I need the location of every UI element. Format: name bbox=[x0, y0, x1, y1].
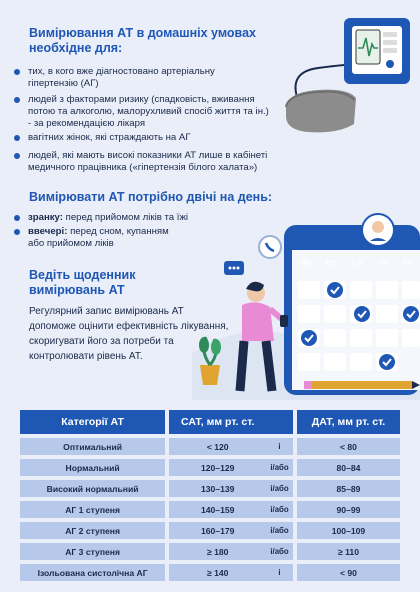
bullet-icon bbox=[14, 215, 20, 221]
cell-dat: 90–99 bbox=[297, 501, 400, 518]
list-item bbox=[28, 226, 178, 250]
bullet-icon bbox=[14, 69, 20, 75]
table-header-dat: ДАТ, мм рт. ст. bbox=[297, 410, 400, 434]
calendar-day-labels bbox=[298, 258, 420, 272]
bullet-icon bbox=[14, 229, 20, 235]
cell-sat: ≥ 180 bbox=[169, 543, 266, 560]
cell-category: Ізольована систолічна АГ bbox=[20, 564, 165, 581]
time-text: перед прийомом ліків та їжі bbox=[65, 212, 188, 223]
list-item bbox=[28, 94, 273, 130]
calendar-illustration bbox=[192, 205, 420, 400]
cell-sat: 130–139 bbox=[169, 480, 266, 497]
cell-sat: 140–159 bbox=[169, 501, 266, 518]
list-item bbox=[28, 150, 313, 174]
table-row bbox=[20, 522, 400, 539]
cell-dat: ≥ 110 bbox=[297, 543, 400, 560]
cell-sat: 160–179 bbox=[169, 522, 266, 539]
list-item-text: тих, в кого вже діагностовано артеріальну гіпертензію (АГ) bbox=[28, 66, 215, 89]
cell-dat: 85–89 bbox=[297, 480, 400, 497]
list-item-text: вагітних жінок, які страждають на АГ bbox=[28, 132, 191, 143]
cell-separator: і/або bbox=[266, 543, 293, 560]
cell-category: Нормальний bbox=[20, 459, 165, 476]
bp-categories-table bbox=[20, 406, 400, 585]
time-text: перед сном, купанням або прийомом ліків bbox=[28, 226, 169, 249]
cell-sat: < 120 bbox=[169, 438, 266, 455]
blood-pressure-monitor-icon bbox=[278, 12, 418, 137]
cell-sat: 120–129 bbox=[169, 459, 266, 476]
time-label: зранку: bbox=[28, 212, 63, 223]
cell-category: АГ 2 ступеня bbox=[20, 522, 165, 539]
cell-dat: < 90 bbox=[297, 564, 400, 581]
table-row bbox=[20, 480, 400, 497]
cell-sat: ≥ 140 bbox=[169, 564, 266, 581]
table-header-category: Категорії АТ bbox=[20, 410, 165, 434]
bullet-icon bbox=[14, 135, 20, 141]
heading-twice-daily: Вимірювати АТ потрібно двічі на день: bbox=[29, 190, 273, 204]
cell-dat: 80–84 bbox=[297, 459, 400, 476]
time-label: ввечері: bbox=[28, 226, 68, 237]
cell-category: АГ 1 ступеня bbox=[20, 501, 165, 518]
table-row bbox=[20, 459, 400, 476]
calendar-day: ЧТ bbox=[378, 258, 388, 267]
diary-paragraph: Регулярний запис вимірювань АТ допоможе оцінити ефективність лікування, скоригувати його за потреби та контролювати рівень АТ. bbox=[29, 306, 229, 362]
cell-category: АГ 3 ступеня bbox=[20, 543, 165, 560]
bullet-icon bbox=[14, 153, 20, 159]
heading-diary: Ведіть щоденник вимірювань АТ bbox=[29, 268, 136, 297]
cell-separator: і/або bbox=[266, 501, 293, 518]
cell-dat: 100–109 bbox=[297, 522, 400, 539]
pencil-icon bbox=[304, 381, 420, 389]
list-item bbox=[28, 132, 278, 144]
cell-dat: < 80 bbox=[297, 438, 400, 455]
cell-separator: і bbox=[266, 564, 293, 581]
cell-category: Високий нормальний bbox=[20, 480, 165, 497]
table-row bbox=[20, 501, 400, 518]
cell-separator: і/або bbox=[266, 522, 293, 539]
table-header-sat: САТ, мм рт. ст. bbox=[169, 410, 266, 434]
cell-separator: і/або bbox=[266, 480, 293, 497]
phone-bubble-icon bbox=[259, 236, 281, 258]
table-row bbox=[20, 543, 400, 560]
table-row bbox=[20, 564, 400, 581]
table-header-row bbox=[20, 410, 400, 434]
list-item bbox=[28, 66, 228, 90]
calendar-day: ПН bbox=[300, 258, 311, 267]
cell-separator: і/або bbox=[266, 459, 293, 476]
calendar-day: ПТ bbox=[402, 258, 413, 267]
heading-home-measurement: Вимірювання АТ в домашніх умовах необхідне для: bbox=[29, 26, 256, 55]
table-row bbox=[20, 438, 400, 455]
calendar-day: ВТ bbox=[326, 258, 336, 267]
list-item-text: людей з факторами ризику (спадковість, вживання потою та алкоголю, малорухливий спосіб життя та ін.) - за рекомендацією лікаря bbox=[28, 94, 269, 129]
cell-category: Оптимальний bbox=[20, 438, 165, 455]
list-item-text: людей, які мають високі показники АТ лише в кабінеті медичного працівника («гіпертензія білого халата») bbox=[28, 150, 268, 173]
bullet-icon bbox=[14, 97, 20, 103]
calendar-day: СР bbox=[352, 258, 363, 267]
cell-separator: і bbox=[266, 438, 293, 455]
